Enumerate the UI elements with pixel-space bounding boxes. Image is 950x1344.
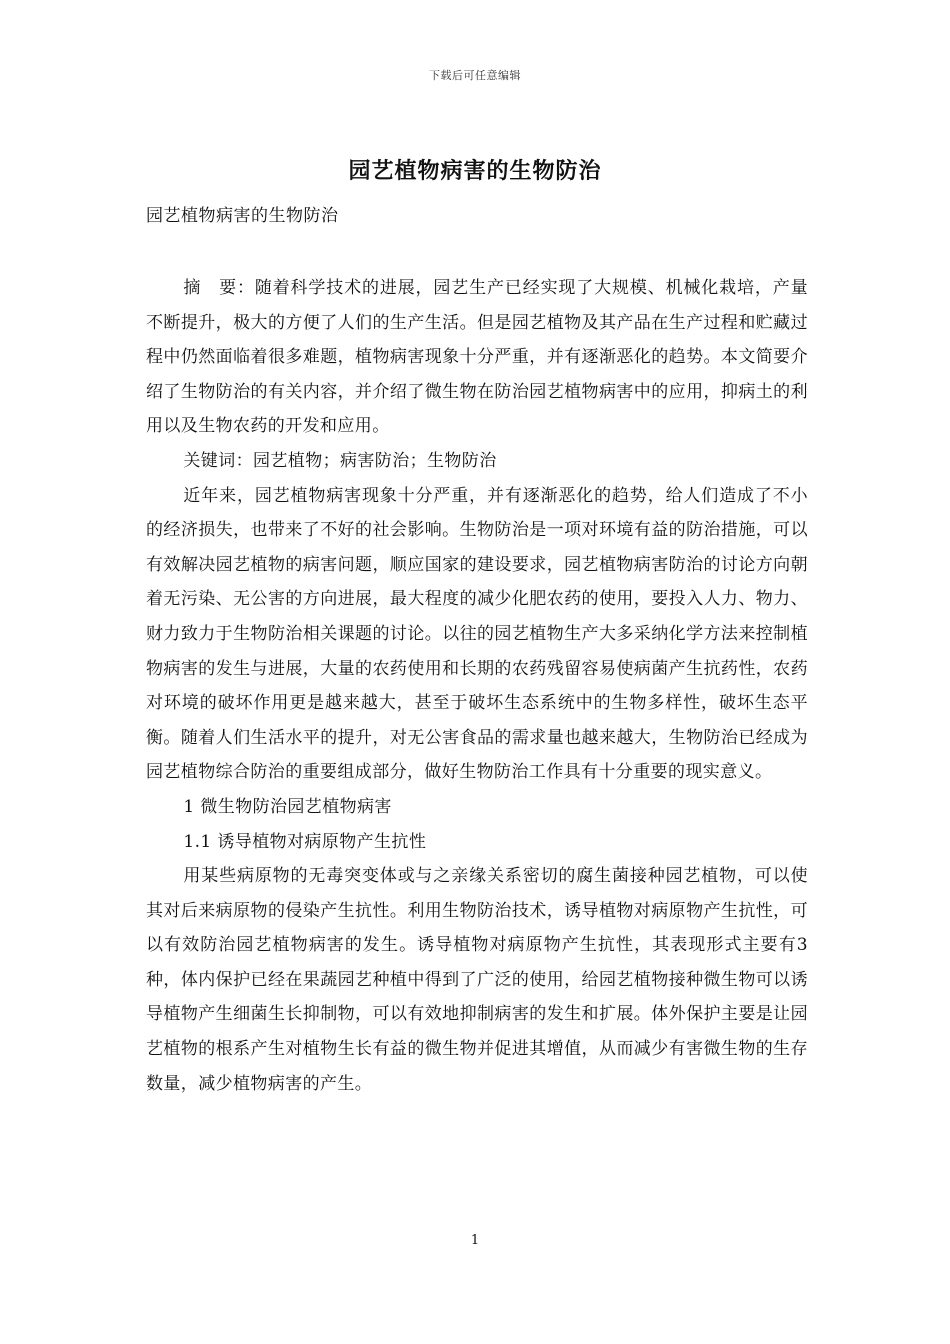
- page-number: 1: [470, 1233, 480, 1248]
- section-heading-1: 1 微生物防治园艺植物病害: [183, 796, 392, 817]
- section-heading-1-1: 1.1 诱导植物对病原物产生抗性: [183, 831, 427, 852]
- document-body: [146, 271, 808, 1101]
- intro-paragraph: 近年来，园艺植物病害现象十分严重，并有逐渐恶化的趋势，给人们造成了不小的经济损失，也带来了不好的社会影响。生物防治是一项对环境有益的防治措施，可以有效解决园艺植物的病害问题，顺应国家的建设要求，园艺植物病害防治的讨论方向朝着无污染、无公害的方向进展，最大程度的减少化肥农药的使用，要投入人力、物力、财力致力于生物防治相关课题的讨论。以往的园艺植物生产大多采纳化学方法来控制植物病害的发生与进展，大量的农药使用和长期的农药残留容易使病菌产生抗药性，农药对环境的破坏作用更是越来越大，甚至于破坏生态系统中的生物多样性，破坏生态平衡。随着人们生活水平的提升，对无公害食品的需求量也越来越大，生物防治已经成为园艺植物综合防治的重要组成部分，做好生物防治工作具有十分重要的现实意义。: [146, 485, 808, 783]
- body-paragraph: 用某些病原物的无毒突变体或与之亲缘关系密切的腐生菌接种园艺植物，可以使其对后来病原物的侵染产生抗性。利用生物防治技术，诱导植物对病原物产生抗性，可以有效防治园艺植物病害的发生。诱导植物对病原物产生抗性，其表现形式主要有3种，体内保护已经在果蔬园艺种植中得到了广泛的使用，给园艺植物接种微生物可以诱导植物产生细菌生长抑制物，可以有效地抑制病害的发生和扩展。体外保护主要是让园艺植物的根系产生对植物生长有益的微生物并促进其增值，从而减少有害微生物的生存数量，减少植物病害的产生。: [146, 866, 808, 1094]
- header-note: 下载后可任意编辑: [429, 69, 521, 82]
- abstract-paragraph: 摘 要：随着科学技术的进展，园艺生产已经实现了大规模、机械化栽培，产量不断提升，极大的方便了人们的生产生活。但是园艺植物及其产品在生产过程和贮藏过程中仍然面临着很多难题，植物病害现象十分严重，并有逐渐恶化的趋势。本文简要介绍了生物防治的有关内容，并介绍了微生物在防治园艺植物病害中的应用，抑病土的利用以及生物农药的开发和应用。: [146, 278, 808, 437]
- document-subtitle: 园艺植物病害的生物防治: [146, 206, 339, 226]
- keywords-paragraph: 关键词：园艺植物；病害防治；生物防治: [183, 450, 497, 471]
- document-title: 园艺植物病害的生物防治: [348, 158, 602, 184]
